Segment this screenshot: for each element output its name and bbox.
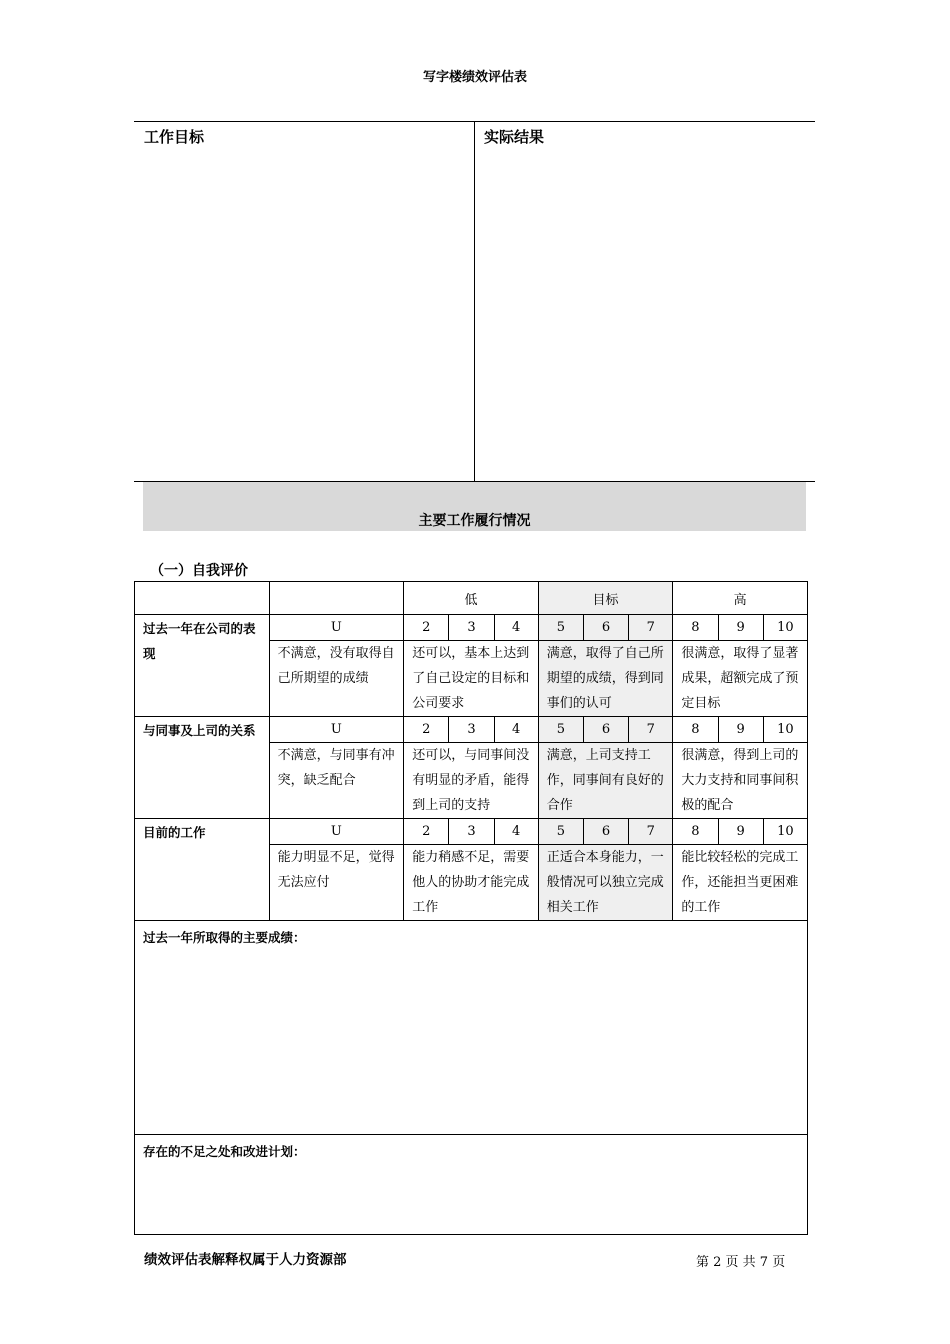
level-description: 很满意，取得了显著成果，超额完成了预定目标 (673, 641, 808, 717)
score-option[interactable]: 9 (718, 717, 763, 743)
row-label: 与同事及上司的关系 (135, 717, 270, 819)
level-description: 满意，上司支持工作，同事间有良好的合作 (538, 743, 673, 819)
score-option[interactable]: 8 (673, 615, 718, 641)
score-option[interactable]: 7 (629, 615, 673, 641)
score-option[interactable]: 6 (583, 819, 628, 845)
page-title: 写字楼绩效评估表 (422, 70, 527, 85)
page-number: 第 2 页 共 7 页 (696, 1255, 786, 1270)
work-goals-field[interactable] (135, 150, 471, 478)
footer-note: 绩效评估表解释权属于人力资源部 (144, 1252, 347, 1268)
score-option[interactable]: 10 (763, 819, 807, 845)
score-row (135, 717, 808, 743)
level-description: 能力明显不足，觉得无法应付 (269, 845, 404, 921)
score-option[interactable]: 3 (449, 615, 494, 641)
level-target: 目标 (538, 582, 673, 615)
score-option[interactable]: U (269, 819, 404, 845)
section-title: 主要工作履行情况 (418, 513, 531, 529)
score-option[interactable]: 10 (763, 615, 807, 641)
self-evaluation-table (134, 581, 808, 1235)
level-low: 低 (404, 582, 539, 615)
actual-results-label: 实际结果 (484, 128, 545, 146)
score-option[interactable]: 3 (449, 717, 494, 743)
level-description: 不满意，没有取得自己所期望的成绩 (269, 641, 404, 717)
scale-header-row (135, 582, 808, 615)
improvement-row (135, 1135, 808, 1235)
level-description: 不满意，与同事有冲突，缺乏配合 (269, 743, 404, 819)
score-option[interactable]: 4 (494, 819, 538, 845)
score-option[interactable]: 5 (538, 615, 583, 641)
row-label: 目前的工作 (135, 819, 270, 921)
score-option[interactable]: U (269, 615, 404, 641)
score-option[interactable]: 7 (629, 717, 673, 743)
score-option[interactable]: 9 (718, 615, 763, 641)
blank-cell (269, 582, 404, 615)
level-description: 还可以，与同事间没有明显的矛盾，能得到上司的支持 (404, 743, 539, 819)
score-option[interactable]: 4 (494, 717, 538, 743)
improvement-label: 存在的不足之处和改进计划： (143, 1144, 306, 1159)
blank-cell (135, 582, 270, 615)
work-goals-label: 工作目标 (144, 128, 205, 146)
score-option[interactable]: 8 (673, 819, 718, 845)
self-evaluation-title: （一）自我评价 (150, 563, 248, 579)
level-description: 能比较轻松的完成工作，还能担当更困难的工作 (673, 845, 808, 921)
score-option[interactable]: 10 (763, 717, 807, 743)
level-description: 很满意，得到上司的大力支持和同事间积极的配合 (673, 743, 808, 819)
score-option[interactable]: 6 (583, 717, 628, 743)
achievements-field[interactable] (135, 921, 808, 1135)
goals-divider (474, 121, 475, 481)
row-label: 过去一年在公司的表现 (135, 615, 270, 717)
achievements-row (135, 921, 808, 1135)
score-option[interactable]: 3 (449, 819, 494, 845)
level-description: 能力稍感不足，需要他人的协助才能完成工作 (404, 845, 539, 921)
score-option[interactable]: U (269, 717, 404, 743)
level-description: 正适合本身能力，一般情况可以独立完成相关工作 (538, 845, 673, 921)
achievements-label: 过去一年所取得的主要成绩： (143, 930, 306, 945)
score-option[interactable]: 5 (538, 819, 583, 845)
score-option[interactable]: 6 (583, 615, 628, 641)
score-row (135, 819, 808, 845)
score-option[interactable]: 9 (718, 819, 763, 845)
score-option[interactable]: 2 (404, 819, 449, 845)
level-high: 高 (673, 582, 808, 615)
actual-results-field[interactable] (478, 150, 812, 478)
score-option[interactable]: 7 (629, 819, 673, 845)
score-option[interactable]: 2 (404, 615, 449, 641)
score-row (135, 615, 808, 641)
improvement-field[interactable] (135, 1135, 808, 1235)
score-option[interactable]: 4 (494, 615, 538, 641)
level-description: 满意，取得了自己所期望的成绩，得到同事们的认可 (538, 641, 673, 717)
level-description: 还可以，基本上达到了自己设定的目标和公司要求 (404, 641, 539, 717)
score-option[interactable]: 8 (673, 717, 718, 743)
score-option[interactable]: 2 (404, 717, 449, 743)
score-option[interactable]: 5 (538, 717, 583, 743)
